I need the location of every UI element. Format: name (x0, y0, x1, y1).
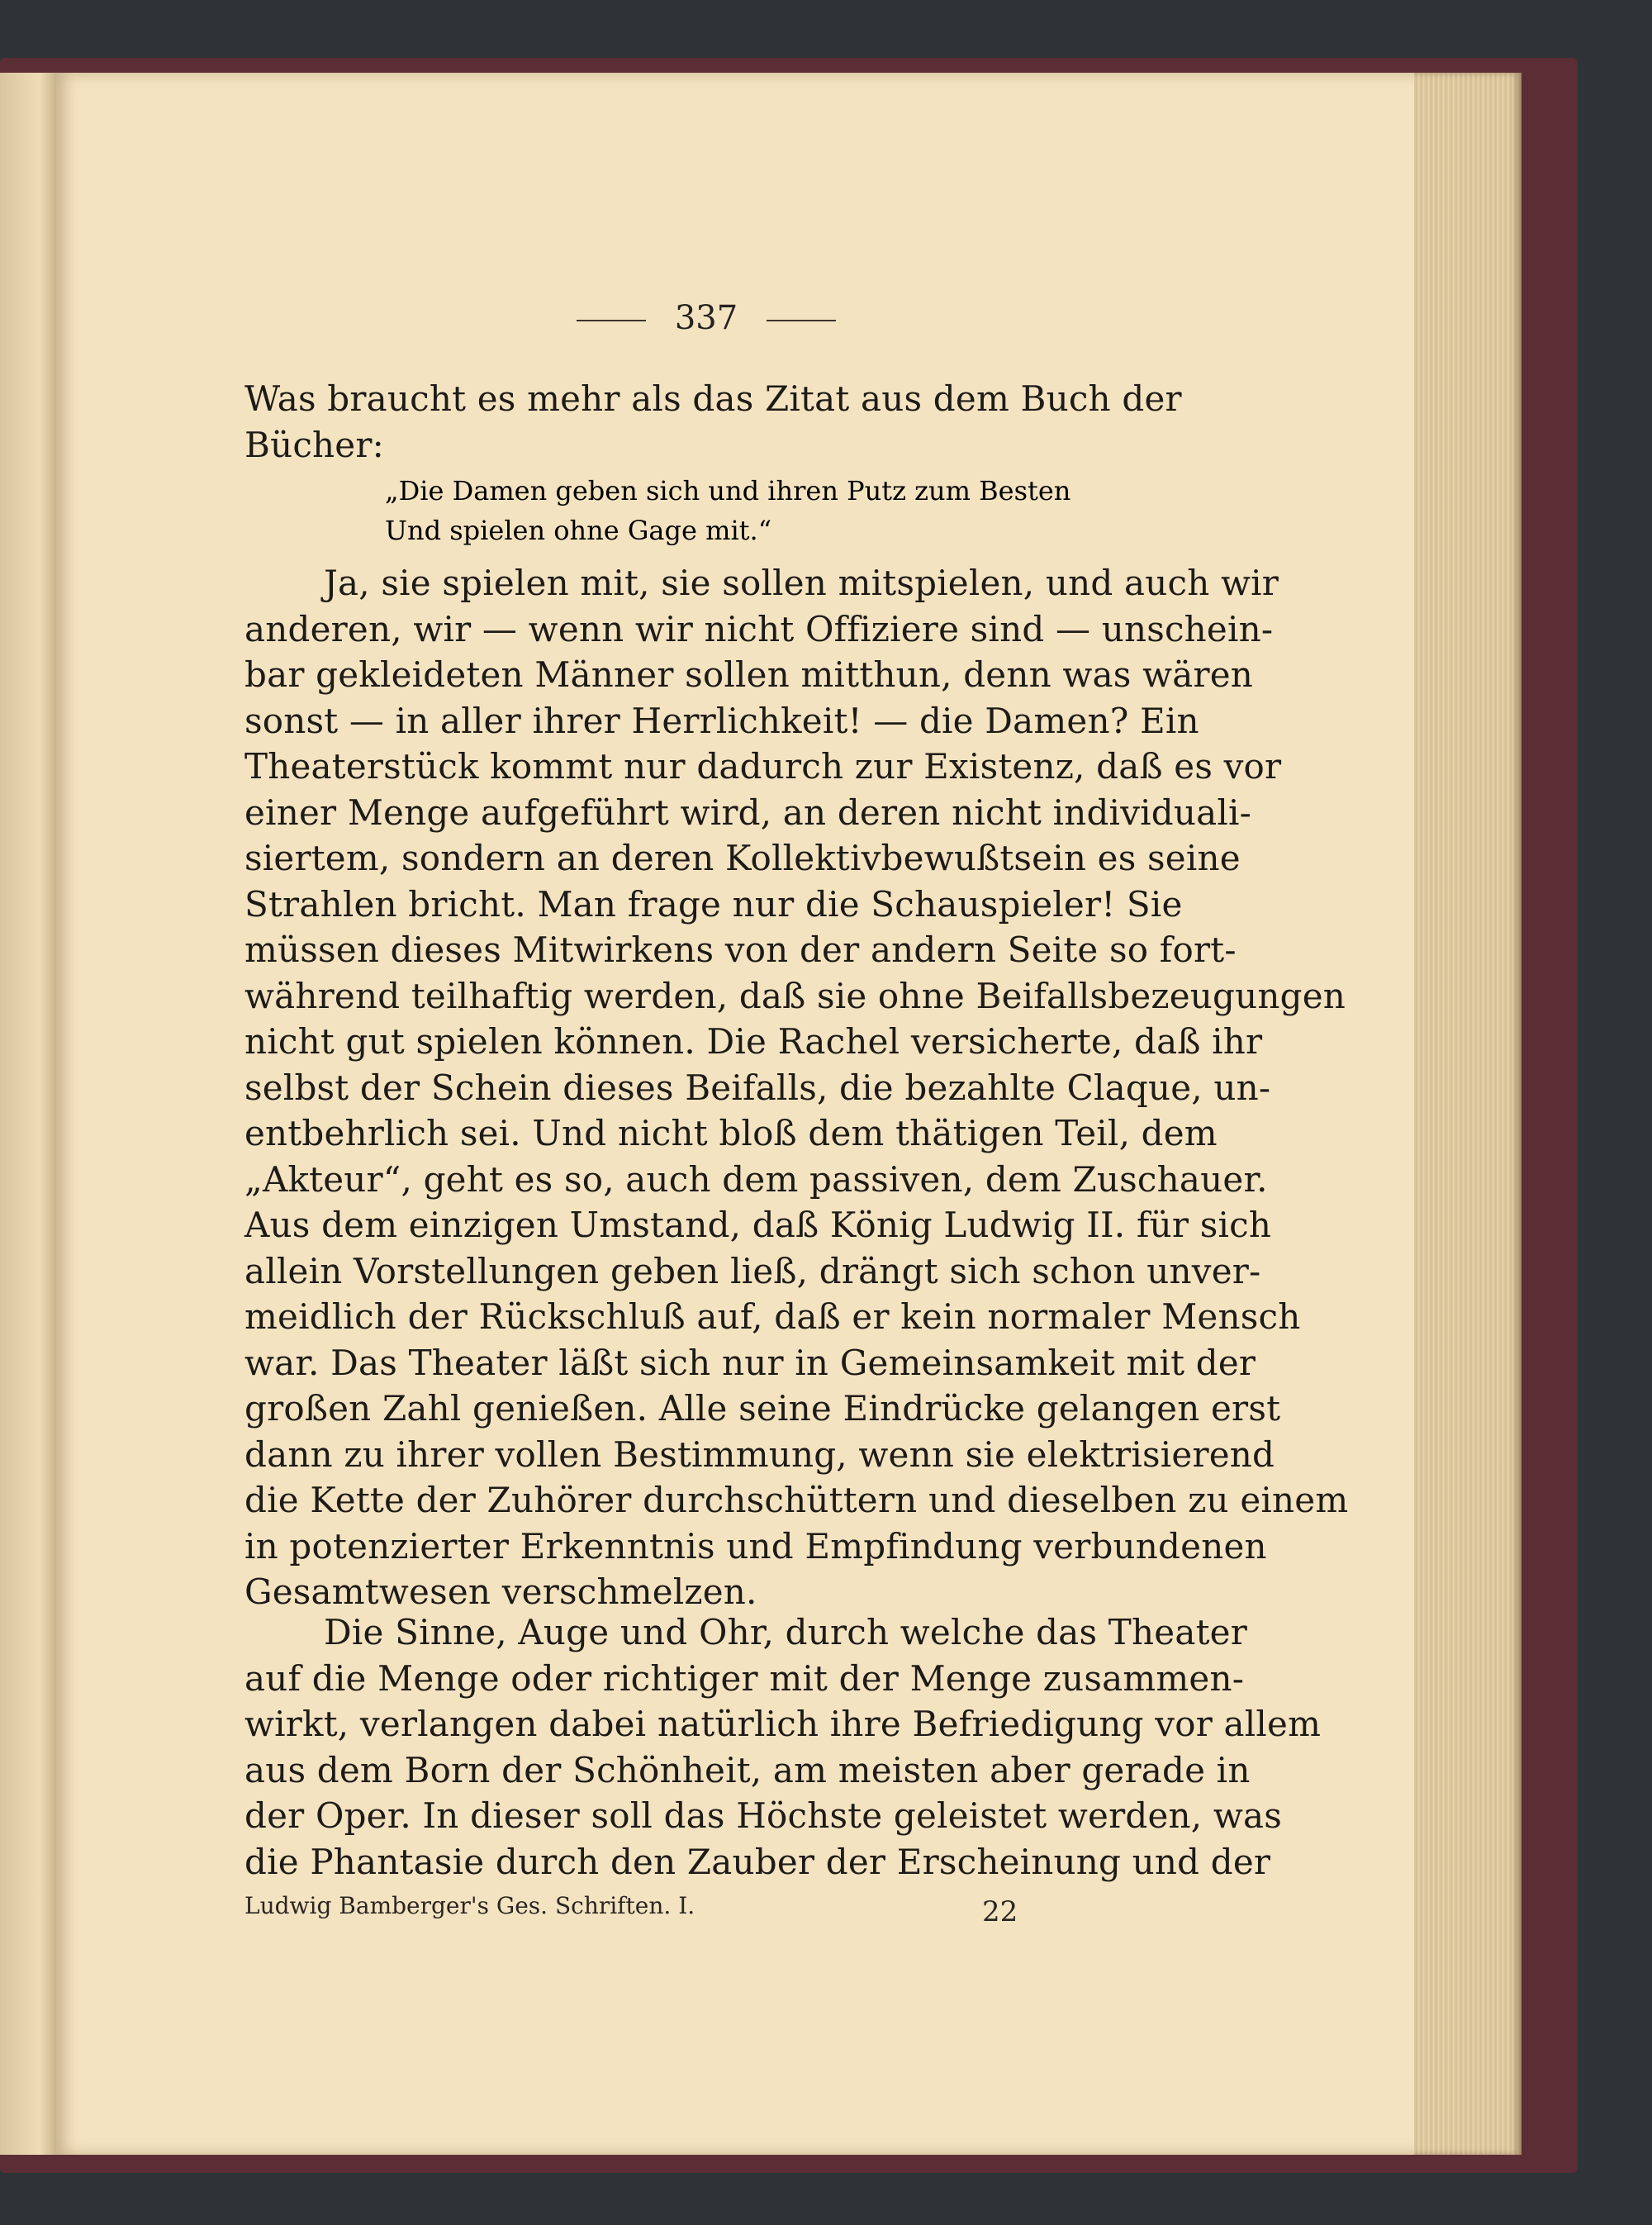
text-line: aus dem Born der Schönheit, am meisten aber gerade in (244, 1749, 1251, 1790)
text-line: nicht gut spielen können. Die Rachel versicherte, daß ihr (244, 1021, 1263, 1062)
text-line: meidlich der Rückschluß auf, daß er kein normaler Mensch (244, 1296, 1301, 1337)
footer-source: Ludwig Bamberger's Ges. Schriften. I. (244, 1892, 695, 1919)
text-line: der Oper. In dieser soll das Höchste geleistet werden, was (244, 1795, 1283, 1836)
text-line: die Phantasie durch den Zauber der Erscheinung und der (244, 1841, 1271, 1882)
text-line: Was braucht es mehr als das Zitat aus dem Buch der (244, 378, 1182, 419)
page-number: 337 (674, 299, 738, 337)
text-line: in potenzierter Erkenntnis und Empfindung verbundenen (244, 1525, 1267, 1567)
text-line: Strahlen bricht. Man frage nur die Schauspieler! Sie (244, 883, 1183, 925)
text-line: einer Menge aufgeführt wird, an deren nicht individuali- (244, 792, 1251, 833)
facing-page-edge (0, 73, 56, 2155)
text-line: Theaterstück kommt nur dadurch zur Existenz, daß es vor (244, 746, 1282, 787)
text-line: bar gekleideten Männer sollen mitthun, denn was wären (244, 654, 1254, 695)
text-line: selbst der Schein dieses Beifalls, die bezahlte Claque, un- (244, 1067, 1271, 1108)
text-line: während teilhaftig werden, daß sie ohne Beifallsbezeugungen (244, 975, 1346, 1016)
text-line: dann zu ihrer vollen Bestimmung, wenn sie elektrisierend (244, 1433, 1275, 1475)
page-footer (244, 1892, 1168, 1928)
paragraph-1 (244, 560, 1349, 1615)
text-line: entbehrlich sei. Und nicht bloß dem thätigen Teil, dem (244, 1113, 1218, 1153)
text-line: sonst — in aller ihrer Herrlichkeit! — die Damen? Ein (244, 700, 1199, 741)
text-line: großen Zahl genießen. Alle seine Eindrücke gelangen erst (244, 1388, 1281, 1429)
text-line: Die Sinne, Auge und Ohr, durch welche das Theater (324, 1612, 1247, 1652)
text-line: auf die Menge oder richtiger mit der Menge zusammen- (244, 1657, 1245, 1699)
header-dash-left (577, 320, 646, 321)
text-line: Gesamtwesen verschmelzen. (244, 1571, 757, 1612)
page-header (244, 299, 1168, 337)
text-line: war. Das Theater läßt sich nur in Gemeinsamkeit mit der (244, 1342, 1256, 1383)
text-line: müssen dieses Mitwirkens von der andern Seite so fort- (244, 929, 1237, 970)
text-line: siertem, sondern an deren Kollektivbewußtsein es seine (244, 838, 1241, 878)
text-line: Aus dem einzigen Umstand, daß König Ludwig II. für sich (244, 1205, 1272, 1245)
text-line: allein Vorstellungen geben ließ, drängt sich schon unver- (244, 1250, 1261, 1291)
text-line: wirkt, verlangen dabei natürlich ihre Befriedigung vor allem (244, 1704, 1322, 1744)
signature-mark: 22 (982, 1895, 1018, 1928)
quote-line: Und spielen ohne Gage mit.“ (385, 515, 772, 546)
page-edges (1414, 73, 1521, 2155)
header-dash-right (767, 320, 836, 321)
text-line: Bücher: (244, 424, 384, 465)
text-line: anderen, wir — wenn wir nicht Offiziere sind — unschein- (244, 608, 1274, 649)
text-line: „Akteur“, geht es so, auch dem passiven, dem Zuschauer. (244, 1158, 1268, 1200)
quote-line: „Die Damen geben sich und ihren Putz zum Besten (385, 475, 1071, 506)
text-line: Ja, sie spielen mit, sie sollen mitspielen, und auch wir (324, 563, 1279, 603)
verse-quote (385, 471, 1128, 550)
text-line: die Kette der Zuhörer durchschüttern und dieselben zu einem (244, 1480, 1349, 1520)
paragraph-2 (244, 1609, 1322, 1885)
intro-text (244, 376, 1182, 468)
